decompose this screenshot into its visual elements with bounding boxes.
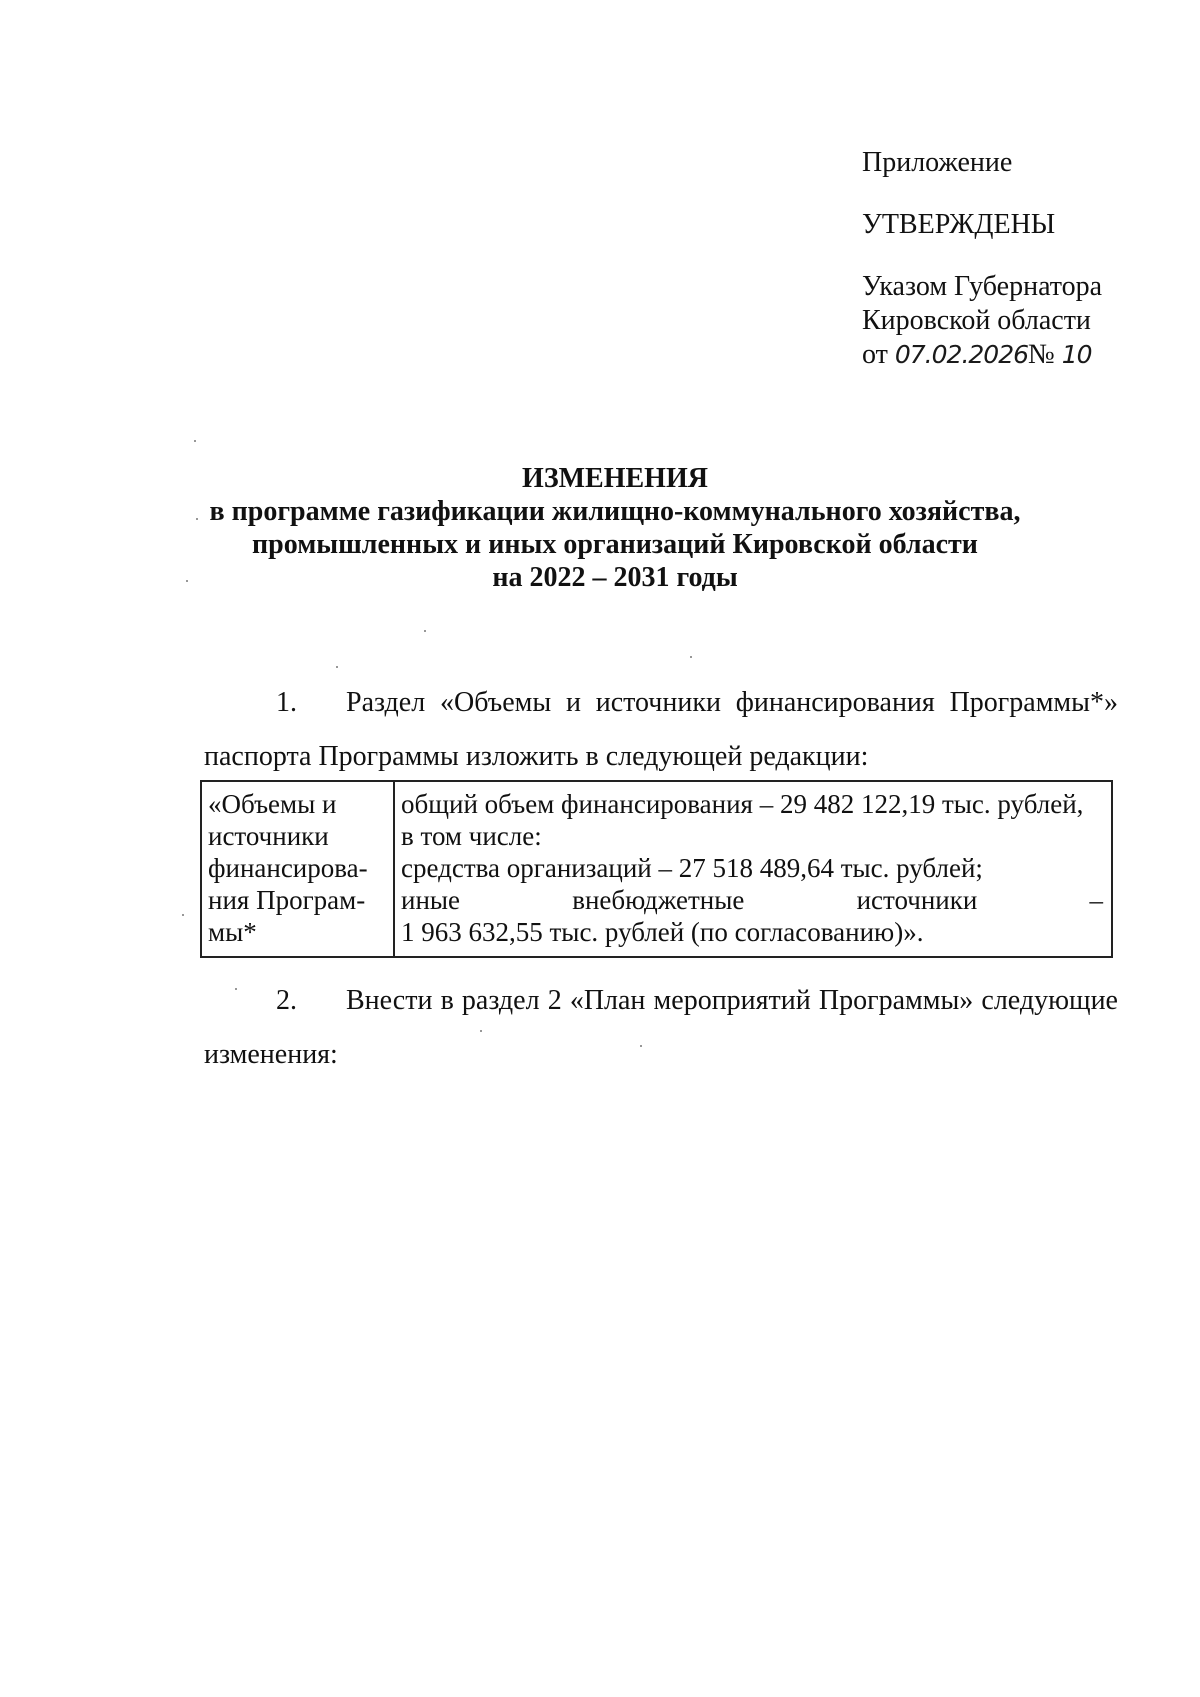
item-2-word: 2 [547,985,562,1016]
item-2-line-1 [204,984,1118,1018]
item-1-word: и [565,687,581,718]
item-1-word: Программы*» [949,687,1118,718]
item-1-number: 1. [276,687,297,718]
scan-speck [235,988,237,990]
item-2-word: Внести [346,985,433,1016]
appendix-label: Приложение [862,147,1013,178]
item-2-word: в [440,985,454,1016]
title-heading: ИЗМЕНЕНИЯ [522,463,708,494]
title-line-2: промышленных и иных организаций Кировской области [252,529,978,560]
other-sources-word: внебюджетные [572,885,745,915]
financing-details-cell [394,781,1112,957]
item-2-word: «План [569,985,646,1016]
item-1-line-2: паспорта Программы изложить в следующей редакции: [204,741,869,772]
handwritten-number: 10 [1061,340,1092,369]
scan-speck [336,666,338,668]
scan-speck [480,1030,482,1032]
scan-speck [640,1045,642,1047]
section-name-cell [201,781,394,957]
item-2-word: раздел [461,985,540,1016]
decree-date-line [862,338,1102,372]
other-sources-word: – [1089,885,1103,915]
section-name-line: источники [208,821,329,851]
number-sign: № [1028,339,1055,370]
item-2-word: мероприятий [653,985,811,1016]
scan-speck [424,630,426,632]
organization-funds-line: средства организаций – 27 518 489,64 тыс. рублей; [401,853,983,883]
section-name-line: ния Програм- [208,885,366,915]
other-sources-line [401,884,1103,916]
other-sources-amount-line: 1 963 632,55 тыс. рублей (по согласованию)». [401,917,924,947]
item-1-paragraph [204,686,1118,774]
section-name-line: «Объемы и [208,789,337,819]
financing-table [200,780,1113,958]
item-2-line-2: изменения: [204,1039,338,1070]
item-1-word: «Объемы [439,687,552,718]
item-2-word: Программы» [818,985,974,1016]
approved-label: УТВЕРЖДЕНЫ [862,209,1056,240]
title-line-3: на 2022 – 2031 годы [492,562,738,593]
approval-block [862,146,1102,372]
handwritten-date: 07.02.2026 [894,340,1029,369]
other-sources-word: источники [856,885,978,915]
date-prefix: от [862,339,888,370]
scan-speck [196,518,198,520]
item-1-word: Раздел [346,687,426,718]
section-name-line: мы* [208,917,257,947]
item-2-word: следующие [981,985,1118,1016]
item-1-line-1 [204,686,1118,720]
decree-line-1: Указом Губернатора [862,271,1103,302]
document-title [150,462,1080,594]
other-sources-word: иные [401,885,461,915]
item-2-paragraph [204,984,1118,1072]
title-line-1: в программе газификации жилищно-коммунального хозяйства, [209,496,1021,527]
total-financing-line: общий объем финансирования – 29 482 122,19 тыс. рублей, [401,789,1084,819]
item-1-word: источники [595,687,721,718]
including-line: в том числе: [401,821,542,851]
decree-line-2: Кировской области [862,305,1091,336]
scan-speck [690,656,692,658]
scan-speck [182,914,184,916]
section-name-line: финансирова- [208,853,368,883]
item-2-number: 2. [276,985,297,1016]
item-1-word: финансирования [735,687,935,718]
table-row [201,781,1112,957]
scan-speck [186,580,188,582]
scan-speck [194,440,196,442]
